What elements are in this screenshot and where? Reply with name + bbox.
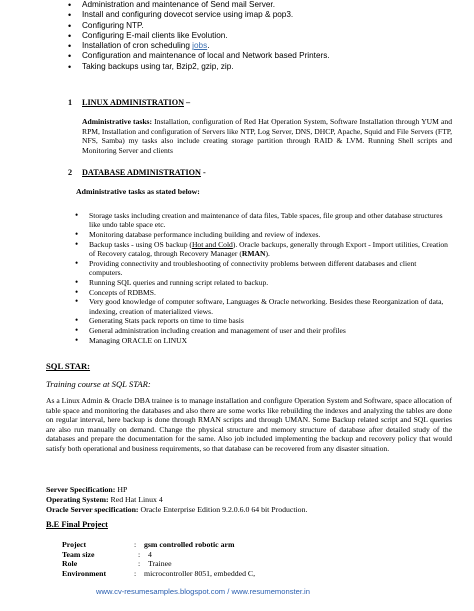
dba-tasks-list	[89, 211, 449, 346]
list-item: • Monitoring database performance including building and review of indexes.	[89, 230, 449, 239]
list-item: • Installation of cron scheduling jobs.	[82, 41, 462, 51]
list-item: • Install and configuring dovecot service using imap & pop3.	[82, 10, 462, 20]
list-item: • Very good knowledge of computer software, Languages & Oracle networking. Besides these Reorganization of data, indexing, creation of materialized views.	[89, 297, 449, 315]
list-item: • Taking backups using tar, Bzip2, gzip, zip.	[82, 62, 462, 72]
list-item: • Storage tasks including creation and maintenance of data files, Table spaces, file group and other database structures like undo table space etc.	[89, 211, 449, 229]
sql-star-heading: SQL STAR:	[46, 361, 91, 371]
training-course-label: Training course at SQL STAR:	[46, 379, 151, 389]
section-number: 1	[68, 98, 73, 107]
list-item: • Running SQL queries and running script related to backup.	[89, 278, 449, 287]
linux-tasks-list	[82, 0, 462, 72]
database-administration-title: DATABASE ADMINISTRATION	[82, 168, 201, 177]
jobs-link[interactable]: jobs	[192, 41, 208, 51]
oracle-spec-line: Oracle Server specification: Oracle Enterprise Edition 9.2.0.6.0 64 bit Production.	[46, 505, 308, 514]
section-number: 2	[68, 168, 73, 177]
os-spec-line: Operating System: Red Hat Linux 4	[46, 495, 163, 504]
linux-admin-paragraph: Administrative tasks: Installation, configuration of Red Hat Operation System, Software Installation through YUM and RPM, Installation and configuration of Servers like NTP, Log Server, DNS, DHCP, Apache, Squid and File Servers (FTP, NFS, Samba) my tasks also include creating storage partition through RAID & LVM. Running Shell scripts and Monitoring Server and clients	[82, 117, 452, 155]
linux-administration-title: LINUX ADMINISTRATION	[82, 98, 184, 107]
list-item: • Administration and maintenance of Send mail Server.	[82, 0, 462, 10]
list-item: • Configuration and maintenance of local and Network based Printers.	[82, 51, 462, 61]
list-item: • Managing ORACLE on LINUX	[89, 336, 449, 345]
list-item: • Configuring E-mail clients like Evolution.	[82, 31, 462, 41]
list-item: • General administration including creation and management of user and their profiles	[89, 326, 449, 335]
list-item: • Providing connectivity and troubleshooting of connectivity problems between different databases and client computers.	[89, 259, 449, 277]
be-project-heading: B.E Final Project	[46, 520, 108, 529]
list-item: • Configuring NTP.	[82, 21, 462, 31]
footer-website-links[interactable]: www.cv-resumesamples.blogspot.com / www.resumemonster.in	[96, 587, 310, 596]
section-heading: LINUX ADMINISTRATION –	[82, 98, 191, 107]
list-item: • Generating Stats pack reports on time to time basis	[89, 316, 449, 325]
server-spec-line: Server Specification: HP	[46, 485, 128, 494]
list-item: • Concepts of RDBMS.	[89, 288, 449, 297]
dba-subheading: Administrative tasks as stated below:	[76, 187, 200, 196]
resume-page: • Administration and maintenance of Send mail Server. • Install and configuring dovecot service using imap & pop3. • Configuring NTP. • Configuring E-mail clients like Evolution. • Installation of cron scheduling jobs. • Configuration and maintenance of local and Network based Printers. • Taking backups using tar, Bzip2, gzip, zip. 1 LINUX ADMINISTRATION – Administrative tasks: Installation, configuration of Red Hat Operation System, Software Installation through YUM and RPM, Installation and configuration of Servers like NTP, Log Server, DNS, DHCP, Apache, Squid and File Servers (FTP, NFS, Samba) my tasks also include creating storage partition through RAID & LVM. Running Shell scripts and Monitoring Server and clients 2 DATABASE ADMINISTRATION - Administrative tasks as stated below: • Storage tasks including creation and maintenance of data files, Table spaces, file group and other database structures like undo table space etc. • Monitoring database performance including building and review of indexes. • Backup tasks - using OS backup (Hot and Cold). Oracle backups, generally through Export - Import utilities, Creation of Recovery catalog, through Recovery Manager (RMAN). • Providing connectivity and troubleshooting of connectivity problems between different databases and client computers. • Running SQL queries and running script related to backup. • Concepts of RDBMS. • Very good knowledge of computer software, Languages & Oracle networking. Besides these Reorganization of data, indexing, creation of materialized views. • Generating Stats pack reports on time to time basis • General administration including creation and management of user and their profiles • Managing ORACLE on LINUX SQL STAR: Training course at SQL STAR: As a Linux Admin & Oracle DBA trainee is to manage installation and configure Operation System and Software, space allocation of table space and monitoring the databases and also there are some works like rebuilding the indexes and analyzing the tables are done on regular interval, here backup is done through RMAN scripts and through UMAN. Some Backup related script and SQL queries are also run manually on demand. Change the physical structure and memory structure of database after detailed study of the databases and prepare the documentation for the same. Also job included implementing the backup and recovery policy that would satisfy both operational and business requirements, so that database can be recovered from any disaster situation. Server Specification: HP Operating System: Red Hat Linux 4 Oracle Server specification: Oracle Enterprise Edition 9.2.0.6.0 64 bit Production. B.E Final Project Project : gsm controlled robotic arm Team size : 4 Role : Trainee Environment : microcontroller 8051, embedded C, www.cv-resumesamples.blogspot.com / www.resumemonster.in	[0, 0, 474, 611]
training-description-paragraph: As a Linux Admin & Oracle DBA trainee is to manage installation and configure Operation System and Software, space allocation of table space and monitoring the databases and also there are some works like rebuilding the indexes and analyzing the tables are done on regular interval, here backup is done through RMAN scripts and through UMAN. Some Backup related script and SQL queries are also run manually on demand. Change the physical structure and memory structure of database after detailed study of the databases and prepare the documentation for the same. Also job included implementing the backup and recovery policy that would satisfy both operational and business requirements, so that database can be recovered from any disaster situation.	[46, 396, 452, 453]
list-item: • Backup tasks - using OS backup (Hot and Cold). Oracle backups, generally through Export - Import utilities, Creation of Recovery catalog, through Recovery Manager (RMAN).	[89, 240, 449, 258]
section-heading: DATABASE ADMINISTRATION -	[82, 168, 206, 177]
